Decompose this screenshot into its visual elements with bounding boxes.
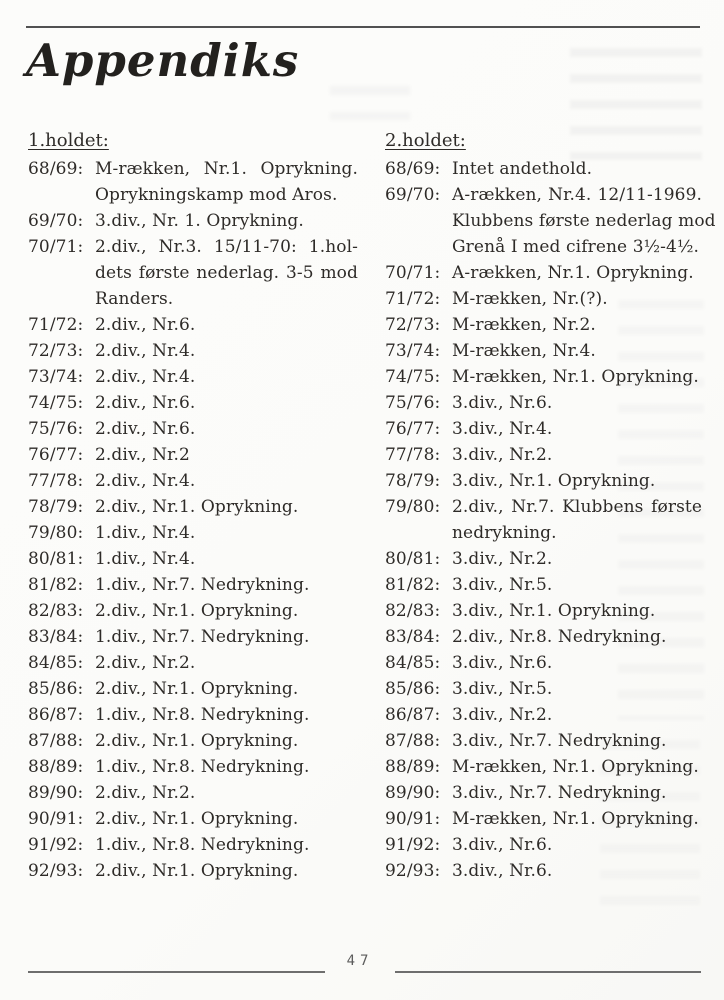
season-result [452,780,702,806]
season-label: 82/83: [28,601,84,621]
result-line: 1.div., Nr.8. Nedrykning. [95,835,310,855]
result-line: 2.div., Nr.1. Oprykning. [95,809,299,829]
season-label: 78/79: [28,497,84,517]
page-title: Appendiks [26,34,300,87]
season-entry [28,442,358,468]
season-result [95,390,358,416]
season-result [95,780,358,806]
season-result [95,364,358,390]
season-entry [28,416,358,442]
season-result [95,858,358,884]
result-line: 2.div., Nr.3. 15/11-70: 1.hol- [95,237,358,257]
season-entry [385,676,702,702]
season-result [452,728,702,754]
season-entry [385,416,702,442]
season-label: 69/70: [28,211,84,231]
season-label: 68/69: [28,159,84,179]
season-entry [385,832,702,858]
result-line: M-rækken, Nr.4. [452,341,596,361]
season-result [95,624,358,650]
season-entry [385,312,702,338]
season-entry [28,650,358,676]
season-entry [385,806,702,832]
season-result [452,416,702,442]
season-label: 80/81: [385,549,441,569]
season-label: 70/71: [385,263,441,283]
season-result [95,676,358,702]
result-line: 2.div., Nr.1. Oprykning. [95,861,299,881]
season-label: 83/84: [385,627,441,647]
season-result [452,156,702,182]
season-entry [28,546,358,572]
season-label: 77/78: [385,445,441,465]
result-line: dets første nederlag. 3-5 mod [95,263,358,283]
result-line: 2.div., Nr.1. Oprykning. [95,679,299,699]
season-entry [28,702,358,728]
result-line: Intet andethold. [452,159,593,179]
season-entry [385,286,702,312]
result-line: 2.div., Nr.4. [95,367,196,387]
season-label: 72/73: [385,315,441,335]
season-label: 75/76: [385,393,441,413]
season-entry [28,494,358,520]
result-line: 2.div., Nr.2 [95,445,190,465]
result-line: 1.div., Nr.8. Nedrykning. [95,705,310,725]
season-result [452,546,702,572]
result-line: 2.div., Nr.2. [95,783,196,803]
season-result [95,312,358,338]
season-label: 84/85: [385,653,441,673]
season-entry [385,546,702,572]
season-entry [28,754,358,780]
season-label: 76/77: [385,419,441,439]
column-heading-first-team: 1.holdet: [28,130,109,151]
result-line: 2.div., Nr.4. [95,341,196,361]
result-line: Randers. [95,289,174,309]
result-line: M-rækken, Nr.1. Oprykning. [452,367,699,387]
result-line: 3.div., Nr.5. [452,575,553,595]
result-line: 2.div., Nr.4. [95,471,196,491]
season-result [95,546,358,572]
result-line: 3.div., Nr.1. Oprykning. [452,601,656,621]
season-label: 89/90: [28,783,84,803]
season-label: 85/86: [385,679,441,699]
result-line: M-rækken, Nr.1. Oprykning. [95,159,358,179]
season-label: 81/82: [385,575,441,595]
season-label: 70/71: [28,237,84,257]
result-line: 3.div., Nr.2. [452,549,553,569]
season-label: 87/88: [385,731,441,751]
result-line: 3.div., Nr.6. [452,393,553,413]
result-line: 3.div., Nr.6. [452,861,553,881]
season-label: 71/72: [385,289,441,309]
result-line: 1.div., Nr.4. [95,549,196,569]
season-result [452,650,702,676]
season-label: 91/92: [28,835,84,855]
result-line: 1.div., Nr.7. Nedrykning. [95,627,310,647]
season-label: 80/81: [28,549,84,569]
result-line: A-rækken, Nr.1. Oprykning. [452,263,694,283]
season-result [95,208,358,234]
season-result [452,338,702,364]
season-result [452,754,702,780]
result-line: 1.div., Nr.8. Nedrykning. [95,757,310,777]
season-label: 78/79: [385,471,441,491]
season-entry [28,390,358,416]
season-entry [385,780,702,806]
column-heading-second-team: 2.holdet: [385,130,466,151]
season-entry [28,806,358,832]
season-entry [385,260,702,286]
season-entry [28,208,358,234]
season-entry [385,364,702,390]
season-result [452,390,702,416]
season-entry [28,780,358,806]
season-result [95,832,358,858]
season-result [95,494,358,520]
season-entry [385,728,702,754]
season-result [95,728,358,754]
result-line: 2.div., Nr.8. Nedrykning. [452,627,667,647]
entry-list-first-team [28,156,358,884]
season-result [452,468,702,494]
season-result [452,598,702,624]
result-line: 1.div., Nr.7. Nedrykning. [95,575,310,595]
season-label: 73/74: [28,367,84,387]
season-entry [385,858,702,884]
season-label: 87/88: [28,731,84,751]
result-line: M-rækken, Nr.1. Oprykning. [452,809,699,829]
season-entry [28,520,358,546]
season-label: 84/85: [28,653,84,673]
result-line: Klubbens første nederlag mod [452,211,716,231]
season-entry [385,702,702,728]
result-line: 2.div., Nr.6. [95,393,196,413]
season-entry [385,598,702,624]
result-line: 3.div., Nr. 1. Oprykning. [95,211,304,231]
season-label: 90/91: [28,809,84,829]
season-result [95,468,358,494]
season-result [452,832,702,858]
result-line: A-rækken, Nr.4. 12/11-1969. [452,185,702,205]
season-result [95,234,358,312]
season-entry [385,468,702,494]
footer-divider-left [28,971,325,973]
result-line: 3.div., Nr.1. Oprykning. [452,471,656,491]
season-entry [28,624,358,650]
entry-list-second-team [385,156,716,884]
season-entry [385,182,716,260]
season-label: 81/82: [28,575,84,595]
season-label: 76/77: [28,445,84,465]
season-label: 89/90: [385,783,441,803]
season-entry [28,572,358,598]
season-label: 91/92: [385,835,441,855]
season-label: 72/73: [28,341,84,361]
season-result [95,598,358,624]
season-entry [28,338,358,364]
season-result [452,858,702,884]
season-entry [385,338,702,364]
season-result [95,572,358,598]
season-entry [28,156,358,208]
result-line: 2.div., Nr.2. [95,653,196,673]
season-label: 88/89: [28,757,84,777]
season-result [95,650,358,676]
result-line: M-rækken, Nr.2. [452,315,596,335]
season-entry [28,858,358,884]
result-line: 2.div., Nr.6. [95,419,196,439]
top-divider [26,26,700,28]
column-second-team [385,128,716,884]
season-result [452,260,702,286]
season-label: 71/72: [28,315,84,335]
columns-container [28,128,716,884]
season-result [95,702,358,728]
season-result [452,286,702,312]
season-label: 88/89: [385,757,441,777]
result-line: 1.div., Nr.4. [95,523,196,543]
season-result [95,338,358,364]
season-label: 74/75: [385,367,441,387]
season-result [95,520,358,546]
result-line: 3.div., Nr.7. Nedrykning. [452,783,667,803]
season-entry [385,572,702,598]
season-entry [28,598,358,624]
season-entry [385,494,702,546]
season-entry [28,234,358,312]
season-entry [385,156,702,182]
season-result [452,494,702,546]
season-entry [28,832,358,858]
season-label: 79/80: [28,523,84,543]
season-label: 90/91: [385,809,441,829]
season-result [452,442,702,468]
season-label: 74/75: [28,393,84,413]
season-entry [28,468,358,494]
result-line: 2.div., Nr.1. Oprykning. [95,601,299,621]
season-result [452,624,702,650]
season-entry [385,442,702,468]
season-result [452,182,716,260]
result-line: 2.div., Nr.7. Klubbens første [452,497,702,517]
season-entry [385,624,702,650]
result-line: 3.div., Nr.4. [452,419,553,439]
season-result [452,806,702,832]
season-entry [385,650,702,676]
result-line: 3.div., Nr.2. [452,705,553,725]
season-label: 75/76: [28,419,84,439]
column-first-team [28,128,358,884]
page-number: 47 [346,953,374,969]
result-line: 3.div., Nr.6. [452,653,553,673]
season-result [452,364,702,390]
season-result [452,312,702,338]
season-entry [28,728,358,754]
season-label: 77/78: [28,471,84,491]
season-result [95,416,358,442]
season-label: 92/93: [385,861,441,881]
season-label: 68/69: [385,159,441,179]
season-entry [28,676,358,702]
season-entry [28,312,358,338]
season-result [95,442,358,468]
result-line: 3.div., Nr.2. [452,445,553,465]
season-entry [28,364,358,390]
result-line: nedrykning. [452,523,557,543]
season-label: 86/87: [385,705,441,725]
footer-divider-right [395,971,701,973]
season-label: 73/74: [385,341,441,361]
result-line: M-rækken, Nr.1. Oprykning. [452,757,699,777]
result-line: 3.div., Nr.7. Nedrykning. [452,731,667,751]
result-line: 3.div., Nr.6. [452,835,553,855]
bleed-through-smudge [330,86,410,120]
season-result [452,702,702,728]
result-line: Oprykningskamp mod Aros. [95,185,338,205]
season-label: 69/70: [385,185,441,205]
result-line: M-rækken, Nr.(?). [452,289,608,309]
season-label: 83/84: [28,627,84,647]
result-line: 2.div., Nr.1. Oprykning. [95,497,299,517]
result-line: Grenå I med cifrene 3½-4½. [452,237,700,257]
result-line: 2.div., Nr.6. [95,315,196,335]
season-label: 79/80: [385,497,441,517]
season-label: 82/83: [385,601,441,621]
season-result [95,754,358,780]
season-entry [385,390,702,416]
result-line: 2.div., Nr.1. Oprykning. [95,731,299,751]
season-result [95,156,358,208]
result-line: 3.div., Nr.5. [452,679,553,699]
season-result [452,572,702,598]
season-result [452,676,702,702]
season-entry [385,754,702,780]
season-result [95,806,358,832]
season-label: 86/87: [28,705,84,725]
season-label: 92/93: [28,861,84,881]
season-label: 85/86: [28,679,84,699]
